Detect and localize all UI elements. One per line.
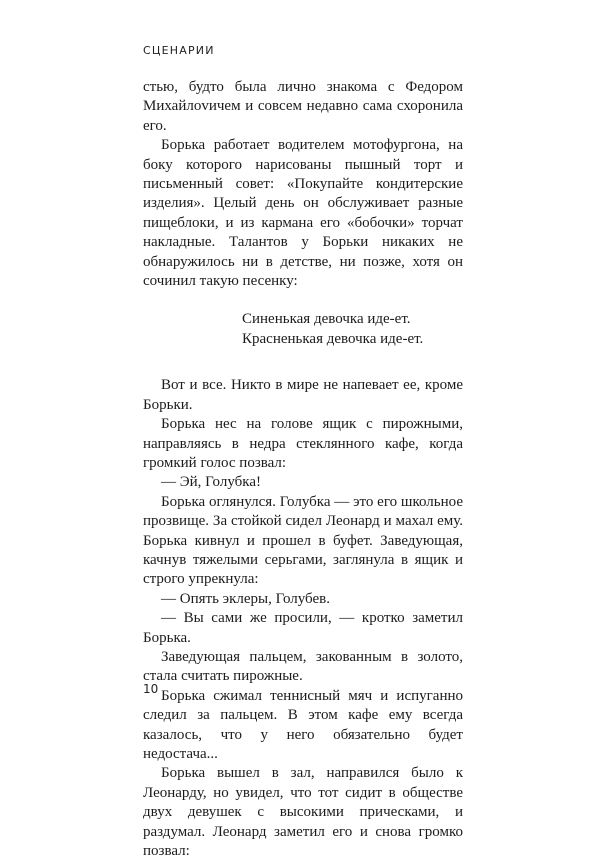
dialogue-line: — Опять эклеры, Голубев. (161, 590, 330, 607)
body-text (143, 78, 463, 861)
paragraph: Борька работает водителем мотофургона, на боку которого нарисованы пышный торт и письменный совет: «Покупайте кондитерские изделия». Целый день он обслуживает разные пищеблоки, и из кармана его «бобочки» торчат накладные. Талантов у Борьки никаких не обнаружилось ни в детстве, ни позже, хотя он сочинил такую песенку: (143, 137, 463, 290)
paragraph: Борька оглянулся. Голубка — это его школьное прозвище. За стойкой сидел Леонард и махал ему. Борька кивнул и прошел в буфет. Заведующая, качнув тяжелыми серьгами, заглянула в ящик и строго упрекнула: (143, 493, 463, 588)
dialogue-line: — Вы сами же просили, — кротко заметил Борька. (143, 610, 463, 646)
paragraph: Борька нес на голове ящик с пирожными, направляясь в недра стеклянного кафе, когда громкий голос позвал: (143, 416, 463, 471)
paragraph: Борька вышел в зал, направился было к Леонарду, но увидел, что тот сидит в обществе двух девушек с высокими прическами, и раздумал. Леонард заметил его и снова громко позвал: (143, 765, 463, 860)
paragraph-continuation: стью, будто была лично знакома с Федором Михайлоvичем и совсем недавно сама схоронила его. (143, 79, 463, 134)
verse-line: Синенькая девочка иде-ет. (242, 311, 411, 328)
running-header: СЦЕНАРИИ (143, 44, 215, 57)
verse-line: Красненькая девочка иде-ет. (242, 330, 424, 347)
dialogue-line: — Эй, Голубка! (161, 474, 261, 491)
paragraph: Борька сжимал теннисный мяч и испуганно следил за пальцем. В этом кафе ему всегда казалось, что у него обязательно будет недостача... (143, 687, 463, 762)
page-number: 10 (143, 682, 159, 696)
paragraph: Заведующая пальцем, закованным в золото, стала считать пирожные. (143, 648, 463, 685)
song-verse (242, 310, 463, 349)
paragraph: Вот и все. Никто в мире не напевает ее, кроме Борьки. (143, 377, 463, 413)
